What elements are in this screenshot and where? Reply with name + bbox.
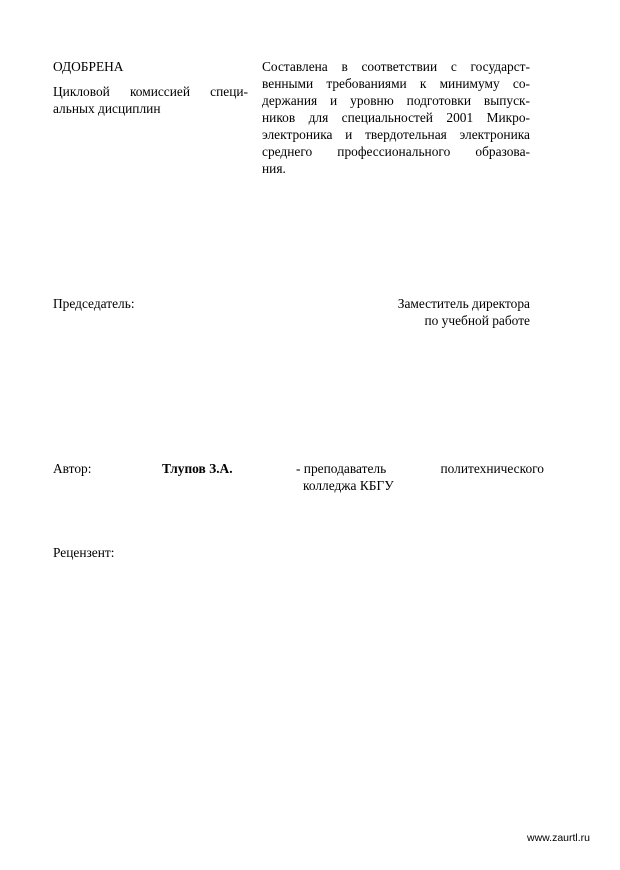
author-label: Автор:	[53, 461, 92, 476]
deputy-line: по учебной работе	[424, 313, 530, 328]
compliance-line: Составлена в соответствии с государст-	[262, 59, 530, 74]
compliance-line: ников для специальностей 2001 Микро-	[262, 110, 530, 125]
commission-line: альных дисциплин	[53, 101, 161, 116]
author-position-line	[296, 460, 544, 477]
approval-heading: ОДОБРЕНА	[53, 59, 124, 74]
author-position-word: - преподаватель	[296, 461, 387, 476]
compliance-statement	[262, 58, 530, 177]
commission-text	[53, 83, 248, 117]
chairman-label: Председатель:	[53, 296, 135, 311]
compliance-line: держания и уровню подготовки выпуск-	[262, 93, 530, 108]
author-position-word: политехнического	[440, 461, 544, 476]
author-name: Тлупов З.А.	[162, 461, 233, 476]
compliance-line: ния.	[262, 161, 286, 176]
author-position-line: колледжа КБГУ	[303, 478, 394, 493]
compliance-line: электроника и твердотельная электроника	[262, 127, 530, 142]
deputy-line: Заместитель директора	[397, 296, 530, 311]
commission-line: Цикловой комиссией специ-	[53, 84, 248, 99]
reviewer-label: Рецензент:	[53, 545, 115, 560]
footer-url: www.zaurtl.ru	[527, 832, 591, 844]
compliance-line: среднего профессионального образова-	[262, 144, 530, 159]
compliance-line: венными требованиями к минимуму со-	[262, 76, 530, 91]
deputy-director-block	[330, 295, 530, 329]
approval-block	[53, 58, 248, 117]
author-position	[296, 460, 544, 494]
